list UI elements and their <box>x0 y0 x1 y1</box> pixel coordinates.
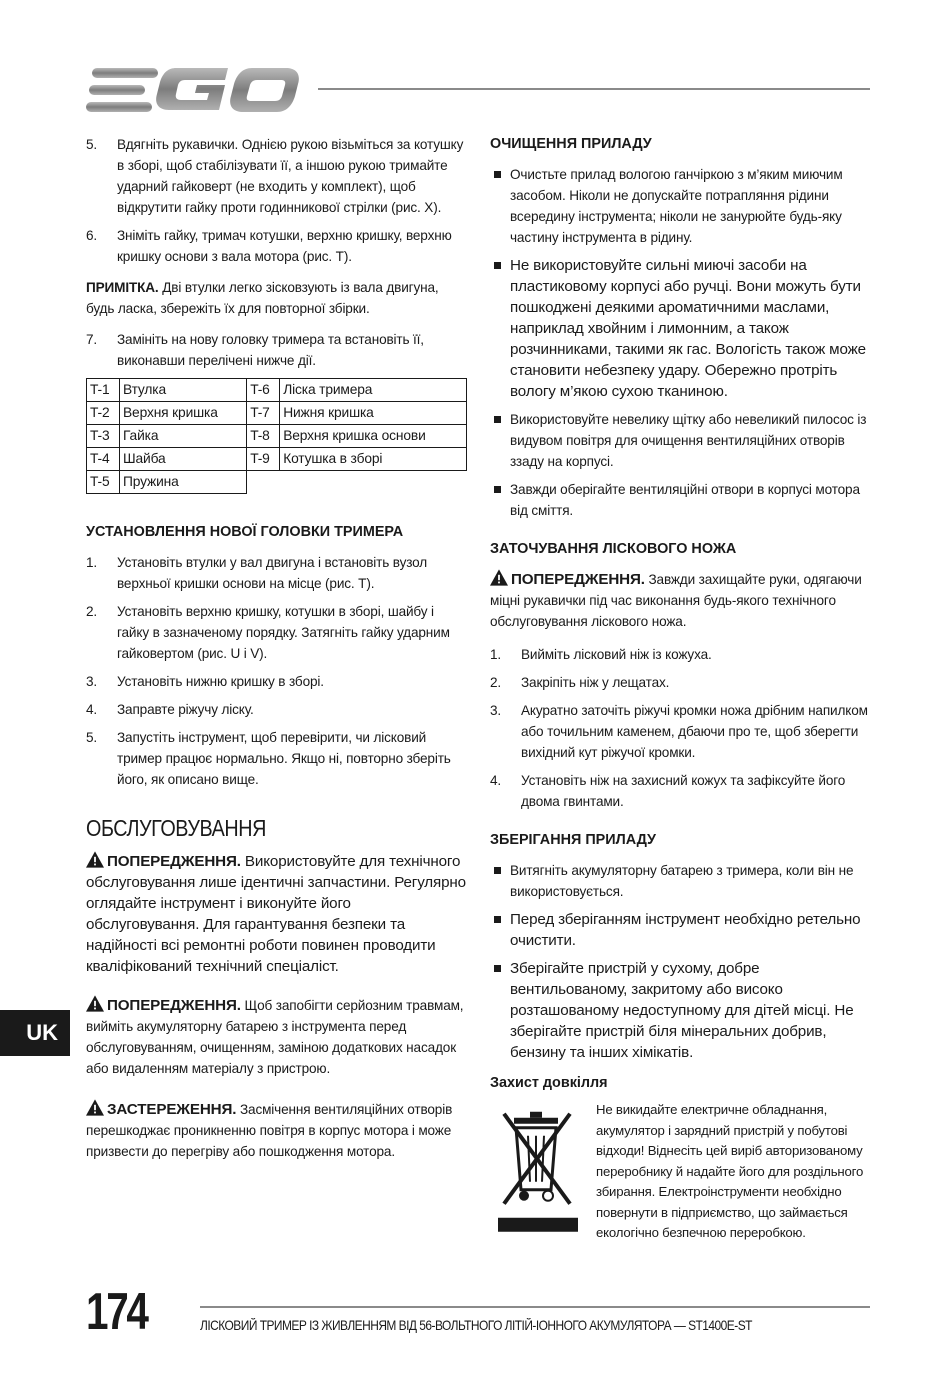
list-item: 5. Запустіть інструмент, щоб перевірити, чи лісковий тример працює нормально. Якщо ні, повторно зберіть його, як описано вище. <box>86 730 451 787</box>
list-item: Очистьте прилад вологою ганчіркою з м’яким миючим засобом. Ніколи не допускайте потрапляння рідини всередину інструмента; ніколи не занурюйте будь-яку частину інструмента в рідину. <box>490 164 872 248</box>
header-rule <box>318 88 870 90</box>
warning-parts: ПОПЕРЕДЖЕННЯ. Використовуйте для технічного обслуговування лише ідентичні запчастини. Регулярно оглядайте інструмент і виконуйте його обслуговування. Для гарантування безпеки та надійності всі ремонтні роботи повинен проводити кваліфікований технічний спеціаліст. <box>86 853 466 975</box>
warning-icon <box>86 851 104 868</box>
left-column <box>86 134 468 1162</box>
list-item: 5. Вдягніть рукавички. Однією рукою візьміться за котушку в зборі, щоб стабілізувати її, а іншою рукою тримайте ударний гайковерт (не входить у комплект), щоб відкрутити гайку проти годинникової стрілки (рис. X). <box>86 137 464 215</box>
list-item: 2. Закріпіть ніж у лещатах. <box>490 675 670 690</box>
sharpen-steps <box>490 644 872 812</box>
list-item: Перед зберіганням інструмент необхідно ретельно очистити. <box>490 909 872 951</box>
warning-icon <box>86 995 104 1012</box>
storage-list <box>490 860 872 1063</box>
list-item: Використовуйте невелику щітку або невеликий пилосос із видувом повітря для очищення вентиляційних отворів ззаду на корпусі. <box>490 409 872 472</box>
table-row: T-1 Втулка T-6 Ліска тримера <box>87 379 467 402</box>
right-column <box>490 134 872 1244</box>
warning-battery: ПОПЕРЕДЖЕННЯ. Щоб запобігти серйозним травмам, вийміть акумуляторну батарею з інструмента перед обслуговуванням, очищенням, заміною додаткових насадок або видаленням матеріалу з пристрою. <box>86 997 464 1076</box>
footer-text: ЛІСКОВИЙ ТРИМЕР ІЗ ЖИВЛЕННЯМ ВІД 56-ВОЛЬТНОГО ЛІТІЙ-ІОННОГО АКУМУЛЯТОРА — ST1400E-ST <box>200 1318 752 1333</box>
note: ПРИМІТКА. Дві втулки легко зісковзують із вала двигуна, будь ласка, збережіть їх для повторної збірки. <box>86 280 439 316</box>
parts-table <box>86 378 467 494</box>
list-item: 3. Акуратно заточіть ріжучі кромки ножа дрібним напилком або точильним каменем, дбаючи про те, щоб зберегти вихідний кут ріжучої кромки. <box>490 703 868 760</box>
removal-steps <box>86 134 468 267</box>
sharpen-heading: ЗАТОЧУВАННЯ ЛІСКОВОГО НОЖА <box>490 541 737 557</box>
warning-icon <box>86 1099 104 1116</box>
list-item: 6. Зніміть гайку, тримач котушки, верхню кришку, верхню кришку основи з вала мотора (рис. T). <box>86 228 452 264</box>
replace-steps <box>86 329 468 371</box>
install-steps <box>86 552 468 790</box>
caution-vents: ЗАСТЕРЕЖЕННЯ. Засмічення вентиляційних отворів перешкоджає проникненню повітря в корпус мотора і може призвести до перегріву або пошкодження мотора. <box>86 1101 453 1159</box>
warning-icon <box>490 569 508 586</box>
list-item: 1. Установіть втулки у вал двигуна і встановіть вузол верхньої кришки основи на місце (рис. T). <box>86 555 428 591</box>
warning-sharpen: ПОПЕРЕДЖЕННЯ. Завжди захищайте руки, одягаючи міцні рукавички під час виконання будь-якого технічного обслуговування ліскового ножа. <box>490 571 862 629</box>
ego-logo <box>86 66 300 114</box>
storage-heading: ЗБЕРІГАННЯ ПРИЛАДУ <box>490 832 657 848</box>
table-row: T-5 Пружина <box>87 471 467 494</box>
list-item: Не використовуйте сильні миючі засоби на пластиковому корпусі або ручці. Вони можуть бути пошкоджені деякими ароматичними маслами, наприклад хвойним і лимонним, а також розчинниками, такими як гас. Вологість також може становити небезпеку удару. Обережно протріть вологу м’якою сухою тканиною. <box>490 255 872 402</box>
list-item: 4. Заправте ріжучу ліску. <box>86 702 254 717</box>
list-item: 7. Замініть на нову головку тримера та встановіть її, виконавши перелічені нижче дії. <box>86 332 424 368</box>
list-item: Витягніть акумуляторну батарею з тримера, коли він не використовується. <box>490 860 872 902</box>
environment-heading: Захист довкілля <box>490 1075 608 1091</box>
crossed-bin-icon <box>490 1100 586 1244</box>
service-heading: ОБСЛУГОВУВАННЯ <box>86 815 266 841</box>
table-row: T-3 Гайка T-8 Верхня кришка основи <box>87 425 467 448</box>
install-heading: УСТАНОВЛЕННЯ НОВОЇ ГОЛОВКИ ТРИМЕРА <box>86 524 404 540</box>
list-item: 4. Установіть ніж на захисний кожух та зафіксуйте його двома гвинтами. <box>490 773 846 809</box>
list-item: Зберігайте пристрій у сухому, добре вентильованому, закритому або високо розташованому недоступному для дітей місці. Не зберігайте пристрій біля мінеральних добрив, бензину та інших хімікатів. <box>490 958 872 1063</box>
page-number: 174 <box>86 1283 147 1341</box>
table-row: T-4 Шайба T-9 Котушка в зборі <box>87 448 467 471</box>
list-item: 2. Установіть верхню кришку, котушки в зборі, шайбу і гайку в зазначеному порядку. Затягніть гайку ударним гайковертом (рис. U і V). <box>86 604 450 661</box>
cleaning-heading: ОЧИЩЕННЯ ПРИЛАДУ <box>490 136 652 152</box>
language-tab: UK <box>0 1010 70 1056</box>
cleaning-list <box>490 164 872 521</box>
table-row: T-2 Верхня кришка T-7 Нижня кришка <box>87 402 467 425</box>
environment-section <box>490 1100 872 1244</box>
list-item: Завжди оберігайте вентиляційні отвори в корпусі мотора від сміття. <box>490 479 872 521</box>
list-item: 3. Установіть нижню кришку в зборі. <box>86 674 324 689</box>
footer-rule <box>200 1306 870 1308</box>
note-label: ПРИМІТКА. <box>86 280 159 295</box>
environment-text: Не викидайте електричне обладнання, акумулятор і зарядний пристрій у побутові відходи! Віднесіть цей виріб авторизованому переробнику й надайте його для роздільного збирання. Електроінструменти необхідно повернути в підприємство, що займається екологічно безпечною переробкою. <box>596 1102 864 1240</box>
list-item: 1. Вийміть лісковий ніж із кожуха. <box>490 647 712 662</box>
